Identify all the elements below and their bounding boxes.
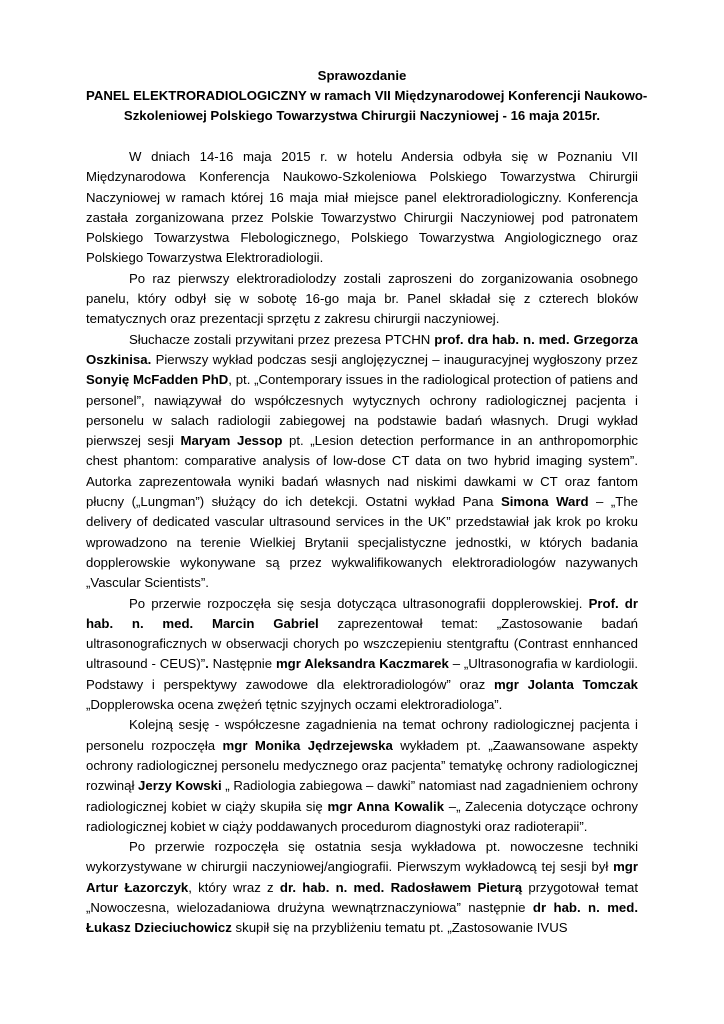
- text-run: – „The delivery of dedicated vascular ultrasound services in the UK” przedstawiał jak krok po kroku wprowadzono na terenie Wielkiej Brytanii specjalistyczne jednostki, w których badania dopplerowskie wykonywane są przez wykwalifikowanych elektroradiologów nazywanych „Vascular Scientists”.: [86, 494, 638, 591]
- paragraph: [86, 715, 638, 837]
- emphasized-name: dr hab. n. med. Łukasz Dzieciuchowicz: [86, 899, 638, 936]
- emphasized-name: Jerzy Kowski: [138, 778, 222, 794]
- text-run: „ Radiologia zabiegowa – dawki” natomiast nad zagadnieniem ochrony radiologicznej kobiet w ciąży skupiła się: [86, 778, 638, 814]
- text-run: W dniach 14-16 maja 2015 r. w hotelu Andersia odbyła się w Poznaniu VII Międzynarodowa Konferencja Naukowo-Szkoleniowa Polskiego Towarzystwa Chirurgii Naczyniowej w ramach której 16 maja miał miejsce panel elektroradiologiczny. Konferencja zastała zorganizowana przez Polskie Towarzystwo Chirurgii Naczyniowej pod patronatem Polskiego Towarzystwa Flebologicznego, Polskiego Towarzystwa Angiologicznego oraz Polskiego Towarzystwa Elektroradiologii.: [86, 149, 638, 266]
- text-run: Po przerwie rozpoczęła się ostatnia sesja wykładowa pt. nowoczesne techniki wykorzystywane w chirurgii naczyniowej/angiografii. Pierwszym wykładowcą tej sesji był: [86, 839, 638, 875]
- text-run: Słuchacze zostali przywitani przez prezesa PTCHN: [129, 331, 435, 347]
- text-run: – „Ultrasonografia w kardiologii. Podstawy i perspektywy zawodowe dla elektroradiologów” oraz: [86, 656, 639, 692]
- report-title-line-2: Szkoleniowej Polskiego Towarzystwa Chirurgii Naczyniowej - 16 maja 2015r.: [123, 108, 601, 123]
- text-run: przygotował temat „Nowoczesna, wielozadaniowa drużyna wewnątrznaczyniowa” następnie: [86, 879, 638, 915]
- paragraph: [86, 269, 638, 330]
- emphasized-name: Maryam Jessop: [180, 433, 283, 449]
- text-run: wykładem pt. „Zaawansowane aspekty ochrony radiologicznej personelu medycznego oraz pacjenta” tematykę ochrony radiologicznej rozwinął: [86, 737, 638, 794]
- report-label: Sprawozdanie: [317, 68, 407, 83]
- text-run: Kolejną sesję - współczesne zagadnienia na temat ochrony radiologicznej pacjenta i personelu rozpoczęła: [86, 717, 638, 753]
- emphasized-name: prof. dra hab. n. med. Grzegorza Oszkinisa.: [86, 331, 638, 367]
- text-run: Po przerwie rozpoczęła się sesja dotycząca ultrasonografii dopplerowskiej.: [129, 595, 589, 611]
- emphasized-name: mgr Aleksandra Kaczmarek: [275, 656, 449, 672]
- text-run: „Dopplerowska ocena zwężeń tętnic szyjnych oczami elektroradiologa”.: [86, 697, 503, 713]
- text-run: , który wraz z: [188, 879, 280, 895]
- emphasized-name: mgr Artur Łazorczyk: [86, 859, 638, 895]
- text-run: Pierwszy wykład podczas sesji anglojęzycznej – inauguracyjnej wygłoszony przez: [151, 351, 638, 367]
- emphasized-name: mgr Anna Kowalik: [327, 798, 445, 814]
- emphasized-name: .: [205, 656, 209, 672]
- emphasized-name: dr. hab. n. med. Radosławem Pieturą: [279, 879, 523, 895]
- text-run: , pt. „Contemporary issues in the radiological protection of patiens and personel”, nawiązywał do współczesnych wytycznych ochrony radiologicznej pacjenta i personelu w salach radiologii zabiegowej na podstawie badań własnych. Drugi wykład pierwszej sesji: [86, 372, 638, 449]
- paragraph: [86, 594, 638, 716]
- text-run: skupił się na przybliżeniu tematu pt. „Zastosowanie IVUS: [231, 920, 568, 936]
- emphasized-name: mgr Monika Jędrzejewska: [222, 737, 393, 753]
- text-run: pt. „Lesion detection performance in an anthropomorphic chest phantom: comparative analysis of low-dose CT data on two hybrid imaging system”. Autorka zaprezentowała wyniki badań własnych nad niskimi dawkami w CT oraz fantom płucny („Lungman”) służący do ich detekcji. Ostatni wykład Pana: [86, 433, 638, 510]
- paragraph: [86, 330, 638, 594]
- text-run: Następnie: [208, 656, 276, 672]
- report-title-line-1: PANEL ELEKTRORADIOLOGICZNY w ramach VII Międzynarodowej Konferencji Naukowo-: [86, 88, 648, 103]
- text-run: zaprezentował temat: „Zastosowanie badań ultrasonograficznych w obserwacji chorych po wszczepieniu stentgraftu (Contrast ennhanced ultrasound - CEUS)”: [86, 615, 638, 672]
- text-run: –„ Zalecenia dotyczące ochrony radiologicznej kobiet w ciąży poddawanych procedurom diagnostyki oraz radioterapii”.: [86, 798, 638, 834]
- emphasized-name: Sonyię McFadden PhD: [86, 372, 229, 388]
- emphasized-name: mgr Jolanta Tomczak: [493, 676, 638, 692]
- emphasized-name: Prof. dr hab. n. med. Marcin Gabriel: [86, 595, 638, 631]
- report-header: [86, 66, 648, 126]
- text-run: Po raz pierwszy elektroradiolodzy zostali zaproszeni do zorganizowania osobnego panelu, który odbył się w sobotę 16-go maja br. Panel składał się z czterech bloków tematycznych oraz prezentacji sprzętu z zakresu chirurgii naczyniowej.: [86, 270, 638, 327]
- emphasized-name: Simona Ward: [500, 494, 589, 510]
- report-body: [86, 147, 638, 939]
- paragraph: [86, 147, 638, 269]
- paragraph: [86, 837, 638, 938]
